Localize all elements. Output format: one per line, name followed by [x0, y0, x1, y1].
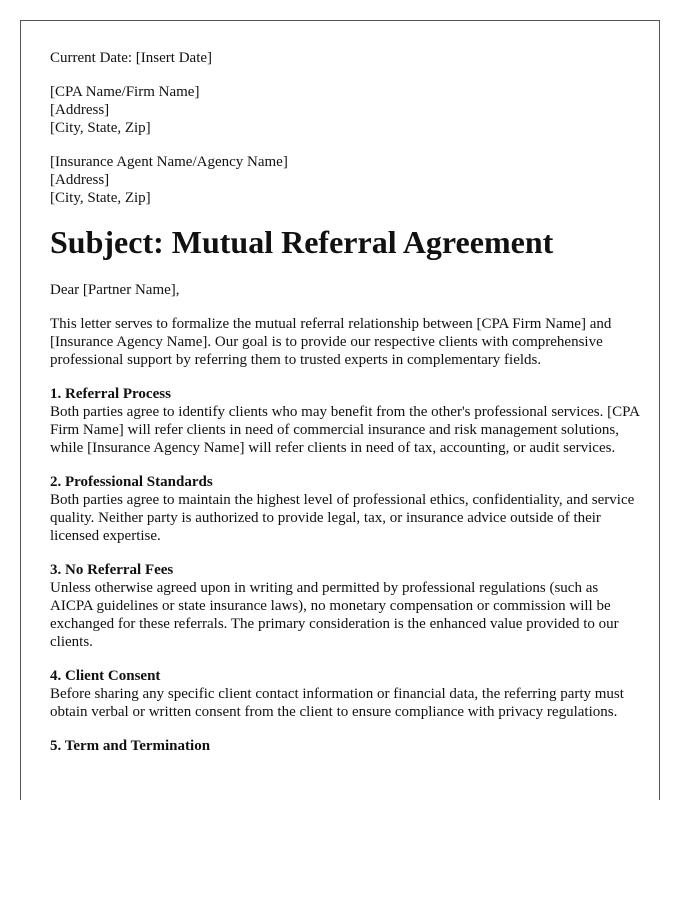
agent-address-block	[50, 153, 640, 207]
date-line: Current Date: [Insert Date]	[50, 50, 213, 66]
section-title: 3. No Referral Fees	[50, 562, 174, 578]
section-term-termination	[50, 737, 640, 755]
cpa-address-block	[50, 83, 640, 137]
letter-body	[50, 49, 640, 771]
agent-city-line: [City, State, Zip]	[50, 190, 151, 206]
section-body: Unless otherwise agreed upon in writing and permitted by professional regulations (such as AICPA guidelines or state insurance laws), no monetary compensation or commission will be exchanged for these referrals. The primary consideration is the enhanced value provided to our clients.	[50, 580, 619, 650]
section-title: 4. Client Consent	[50, 668, 161, 684]
agent-name-line: [Insurance Agent Name/Agency Name]	[50, 154, 288, 170]
section-referral-process	[50, 385, 640, 457]
section-professional-standards	[50, 473, 640, 545]
section-title: 1. Referral Process	[50, 386, 171, 402]
section-no-referral-fees	[50, 561, 640, 651]
section-client-consent	[50, 667, 640, 721]
section-title: 2. Professional Standards	[50, 474, 213, 490]
letter-page	[20, 20, 660, 800]
intro-block	[50, 315, 640, 369]
section-body: Both parties agree to maintain the highest level of professional ethics, confidentiality, and service quality. Neither party is authorized to provide legal, tax, or insurance advice outside of their licensed expertise.	[50, 492, 635, 544]
section-body: Both parties agree to identify clients who may benefit from the other's professional services. [CPA Firm Name] will refer clients in need of commercial insurance and risk management solutions, while [Insurance Agency Name] will refer clients in need of tax, accounting, or audit services.	[50, 404, 640, 456]
intro-paragraph: This letter serves to formalize the mutual referral relationship between [CPA Firm Name] and [Insurance Agency Name]. Our goal is to provide our respective clients with comprehensive professional support by referring them to trusted experts in complementary fields.	[50, 316, 612, 368]
section-body: Before sharing any specific client contact information or financial data, the referring party must obtain verbal or written consent from the client to ensure compliance with privacy regulations.	[50, 686, 624, 720]
salutation: Dear [Partner Name],	[50, 282, 180, 298]
cpa-city-line: [City, State, Zip]	[50, 120, 151, 136]
salutation-block	[50, 281, 640, 299]
date-block	[50, 49, 640, 67]
agent-address-line: [Address]	[50, 172, 110, 188]
cpa-address-line: [Address]	[50, 102, 110, 118]
section-title: 5. Term and Termination	[50, 738, 211, 754]
cpa-name-line: [CPA Name/Firm Name]	[50, 84, 200, 100]
subject-heading: Subject: Mutual Referral Agreement	[50, 224, 554, 260]
